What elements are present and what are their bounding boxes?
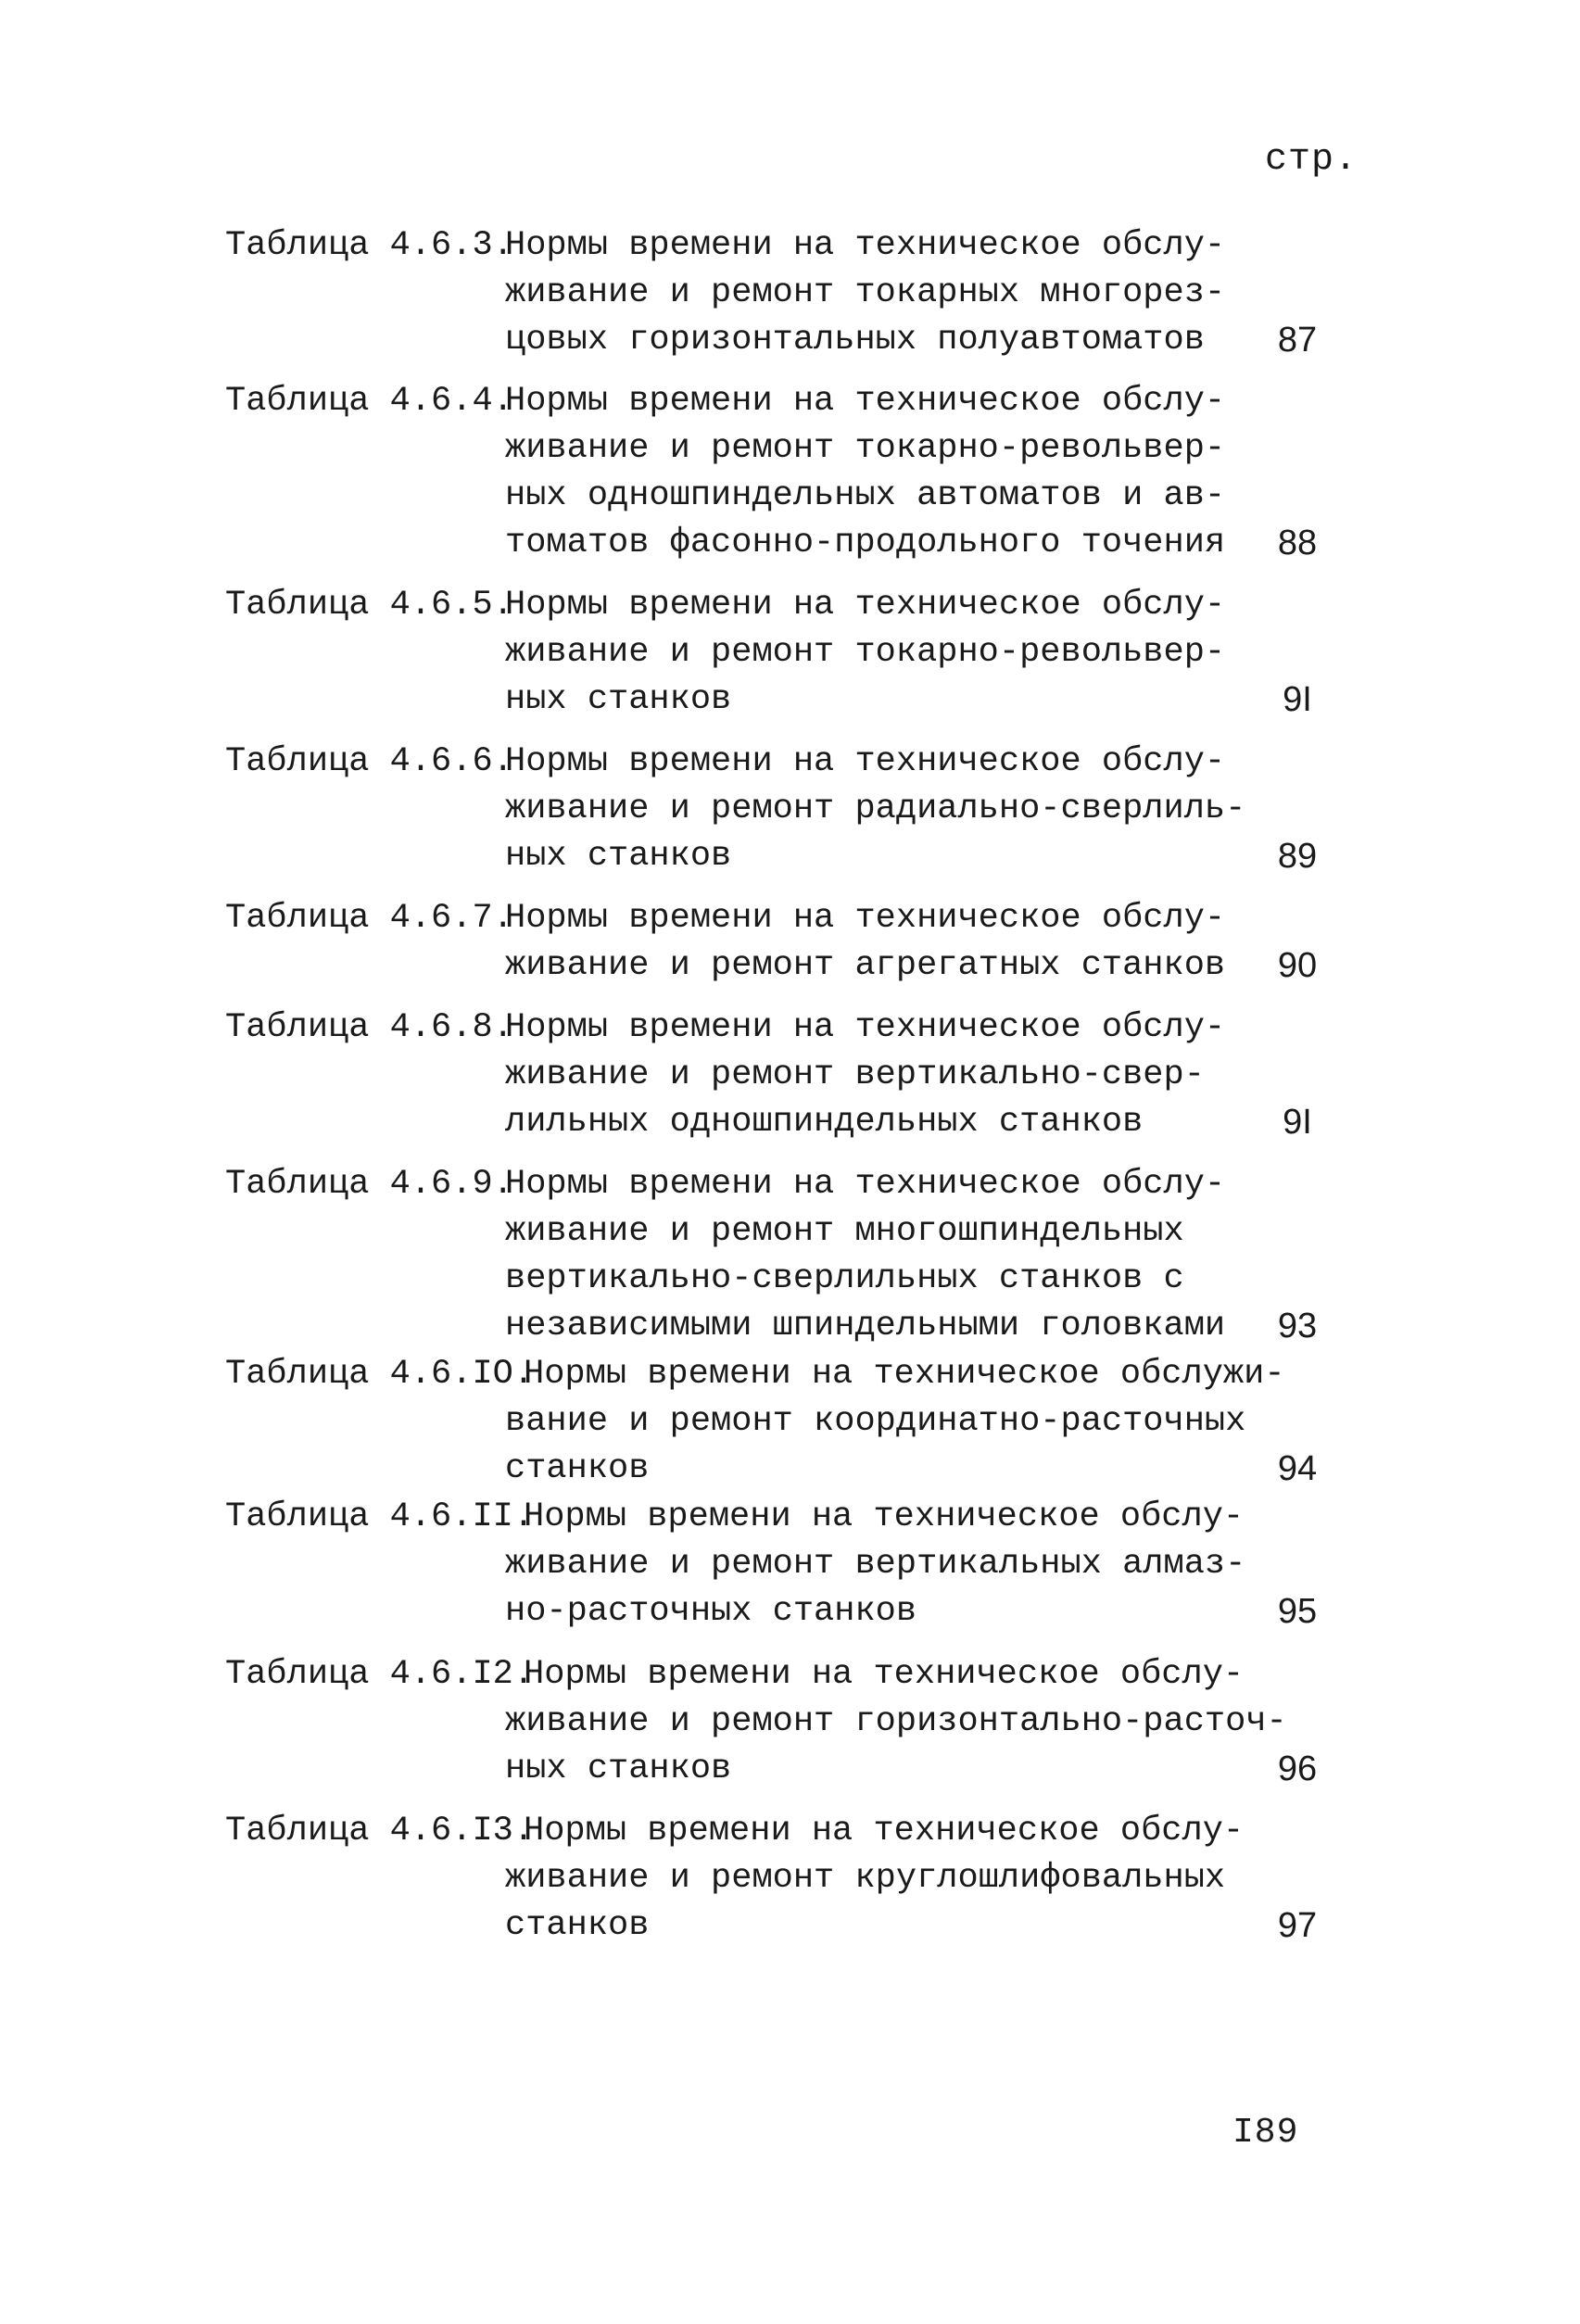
entry-line: станков (505, 1906, 650, 1945)
entry-label: Таблица 4.6.4. (225, 382, 513, 421)
entry-label: Таблица 4.6.8. (225, 1008, 513, 1047)
entry-line: живание и ремонт горизонтально-расточ- (505, 1702, 1287, 1741)
entry-line: независимыми шпиндельными головками (505, 1307, 1226, 1345)
entry-line: Нормы времени на техническое обслу- (505, 382, 1226, 421)
entry-page-number: 9I (1283, 1103, 1312, 1142)
entry-page-number: 94 (1277, 1449, 1318, 1488)
entry-line: Нормы времени на техническое обслу- (505, 226, 1226, 265)
entry-line: Нормы времени на техническое обслу- (505, 1008, 1226, 1047)
entry-line: станков (505, 1449, 650, 1488)
page-column-header: стр. (1265, 139, 1359, 181)
entry-line: Нормы времени на техническое обслу- (505, 1165, 1226, 1204)
entry-page-number: 89 (1277, 837, 1318, 876)
entry-label: Таблица 4.6.6. (225, 742, 513, 781)
entry-label: Таблица 4.6.5. (225, 586, 513, 625)
entry-line: ных станков (505, 1749, 732, 1788)
entry-line: живание и ремонт многошпиндельных (505, 1212, 1184, 1251)
entry-line: Нормы времени на техническое обслу- (505, 899, 1226, 938)
entry-line: Нормы времени на техническое обслу- (524, 1812, 1245, 1850)
entry-line: цовых горизонтальных полуавтоматов (505, 321, 1205, 360)
entry-line: живание и ремонт вертикальных алмаз- (505, 1545, 1246, 1584)
entry-line: Нормы времени на техническое обслужи- (524, 1355, 1285, 1394)
entry-line: живание и ремонт вертикально-свер- (505, 1055, 1205, 1094)
entry-label: Таблица 4.6.I2. (225, 1655, 535, 1694)
entry-line: Нормы времени на техническое обслу- (524, 1655, 1245, 1694)
entry-line: живание и ремонт радиально-сверлиль- (505, 789, 1246, 828)
entry-line: Нормы времени на техническое обслу- (505, 742, 1226, 781)
entry-line: живание и ремонт токарных многорез- (505, 273, 1226, 312)
entry-line: живание и ремонт токарно-револьвер- (505, 429, 1226, 468)
entry-label: Таблица 4.6.7. (225, 899, 513, 938)
entry-label: Таблица 4.6.IO. (225, 1355, 535, 1394)
entry-line: но-расточных станков (505, 1592, 917, 1631)
entry-page-number: 93 (1277, 1307, 1318, 1345)
entry-line: живание и ремонт токарно-револьвер- (505, 633, 1226, 672)
entry-page-number: 87 (1277, 321, 1318, 360)
entry-page-number: 90 (1277, 946, 1318, 985)
entry-line: Нормы времени на техническое обслу- (505, 586, 1226, 625)
entry-line: вание и ремонт координатно-расточных (505, 1402, 1246, 1441)
entry-line: ных одношпиндельных автоматов и ав- (505, 476, 1226, 515)
entry-label: Таблица 4.6.9. (225, 1165, 513, 1204)
entry-page-number: 97 (1277, 1906, 1318, 1945)
entry-line: живание и ремонт круглошлифовальных (505, 1859, 1226, 1898)
entry-label: Таблица 4.6.I3. (225, 1812, 535, 1850)
entry-line: вертикально-сверлильных станков с (505, 1259, 1184, 1298)
entry-line: живание и ремонт агрегатных станков (505, 946, 1226, 985)
entry-page-number: 96 (1277, 1749, 1318, 1788)
entry-page-number: 88 (1277, 524, 1318, 562)
page-folio-number: I89 (1232, 2113, 1299, 2153)
entry-label: Таблица 4.6.II. (225, 1497, 535, 1536)
entry-line: томатов фасонно-продольного точения (505, 524, 1226, 562)
entry-page-number: 9I (1283, 680, 1312, 719)
entry-line: ных станков (505, 837, 732, 876)
entry-line: ных станков (505, 680, 732, 719)
entry-line: лильных одношпиндельных станков (505, 1103, 1144, 1142)
entry-page-number: 95 (1277, 1592, 1318, 1631)
entry-line: Нормы времени на техническое обслу- (524, 1497, 1245, 1536)
entry-label: Таблица 4.6.3. (225, 226, 513, 265)
